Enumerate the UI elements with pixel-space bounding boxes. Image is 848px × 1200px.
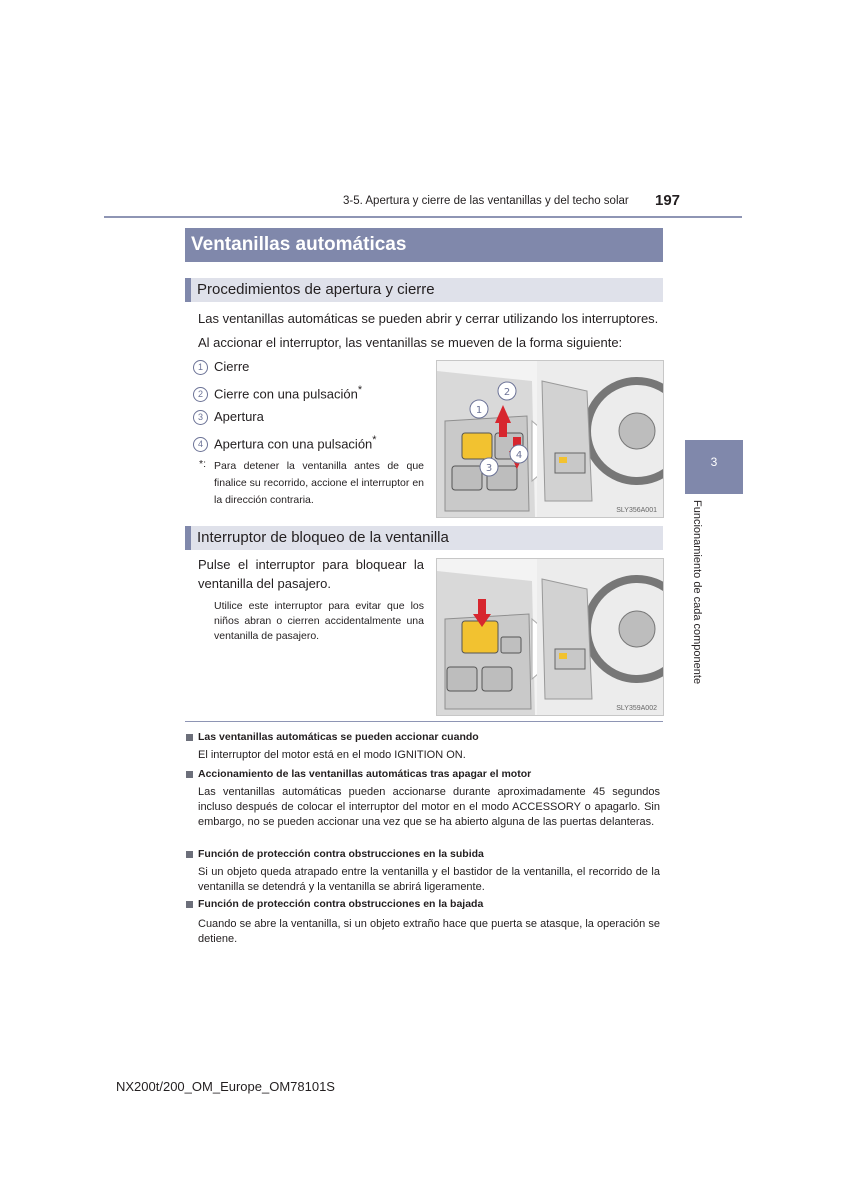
svg-text:4: 4 xyxy=(515,450,523,461)
number-4-icon: 4 xyxy=(193,437,208,452)
asterisk: * xyxy=(372,434,377,446)
svg-text:2: 2 xyxy=(503,387,511,398)
intro-text-1: Las ventanillas automáticas se pueden abrir y cerrar utilizando los interruptores. xyxy=(198,311,659,326)
figure-code: SLY356A001 xyxy=(616,507,657,514)
svg-text:3: 3 xyxy=(485,463,493,474)
list-item xyxy=(193,359,249,375)
square-bullet-icon xyxy=(186,901,193,908)
svg-text:1: 1 xyxy=(475,405,483,416)
list-item xyxy=(193,434,377,452)
bullet-text: Si un objeto queda atrapado entre la ventanilla y el bastidor de la ventanilla, el recorrido de la ventanilla se detendrá y la ventanilla se abrirá ligeramente. xyxy=(198,866,660,893)
square-bullet-icon xyxy=(186,734,193,741)
number-3-icon: 3 xyxy=(193,410,208,425)
item-label: Cierre xyxy=(214,359,250,374)
lock-switch-illustration xyxy=(437,559,663,715)
header-rule xyxy=(104,216,742,218)
figure-window-switches xyxy=(436,360,664,518)
bullet-heading: Las ventanillas automáticas se pueden accionar cuando xyxy=(186,731,479,743)
square-bullet-icon xyxy=(186,771,193,778)
window-switch-illustration xyxy=(437,361,663,517)
lock-note: Utilice este interruptor para evitar que los niños abran o cierren accidentalmente una ventanilla de pasajero. xyxy=(214,600,424,642)
footnote-mark: *: xyxy=(199,458,207,470)
asterisk: * xyxy=(357,384,363,396)
page-number: 197 xyxy=(655,192,681,209)
section-title-procedures: Procedimientos de apertura y cierre xyxy=(185,278,663,302)
bullet-heading: Función de protección contra obstrucciones en la subida xyxy=(186,848,484,860)
item-label: Apertura xyxy=(214,409,264,424)
item-label: Cierre con una pulsación xyxy=(214,386,358,402)
bullet-text: Las ventanillas automáticas pueden accionarse durante aproximadamente 45 segundos incluso después de colocar el interruptor del motor en el modo ACCESSORY o apagarlo. Sin embargo, no se pueden accionar una vez que se ha abierto alguna de las puertas delanteras. xyxy=(198,786,660,828)
item-label: Apertura con una pulsación xyxy=(214,436,373,452)
footer-code: NX200t/200_OM_Europe_OM78101S xyxy=(116,1079,335,1094)
lock-text: Pulse el interruptor para bloquear la ventanilla del pasajero. xyxy=(198,557,424,591)
section-header: 3-5. Apertura y cierre de las ventanillas y del techo solar xyxy=(343,195,629,207)
figure-code: SLY359A002 xyxy=(616,705,657,712)
chapter-label-text: Funcionamiento de cada componente xyxy=(691,500,703,685)
footnote: Para detener la ventanilla antes de que finalice su recorrido, accione el interruptor en la dirección contraria. xyxy=(214,460,424,506)
bullet-text: El interruptor del motor está en el modo IGNITION ON. xyxy=(198,749,466,761)
main-title: Ventanillas automáticas xyxy=(185,228,663,262)
bullet-text: Cuando se abre la ventanilla, si un objeto extraño hace que puerta se atasque, la operación se detiene. xyxy=(198,918,660,945)
square-bullet-icon xyxy=(186,851,193,858)
chapter-tab: 3 xyxy=(685,440,743,494)
bullet-heading: Accionamiento de las ventanillas automáticas tras apagar el motor xyxy=(186,768,531,780)
number-2-icon: 2 xyxy=(193,387,208,402)
section-title-lock-switch: Interruptor de bloqueo de la ventanilla xyxy=(185,526,663,550)
figure-lock-switch xyxy=(436,558,664,716)
section-divider xyxy=(185,721,663,722)
list-item xyxy=(193,409,264,425)
number-1-icon: 1 xyxy=(193,360,208,375)
bullet-heading: Función de protección contra obstrucciones en la bajada xyxy=(186,898,483,910)
intro-text-2: Al accionar el interruptor, las ventanillas se mueven de la forma siguiente: xyxy=(198,335,623,350)
list-item xyxy=(193,384,362,402)
